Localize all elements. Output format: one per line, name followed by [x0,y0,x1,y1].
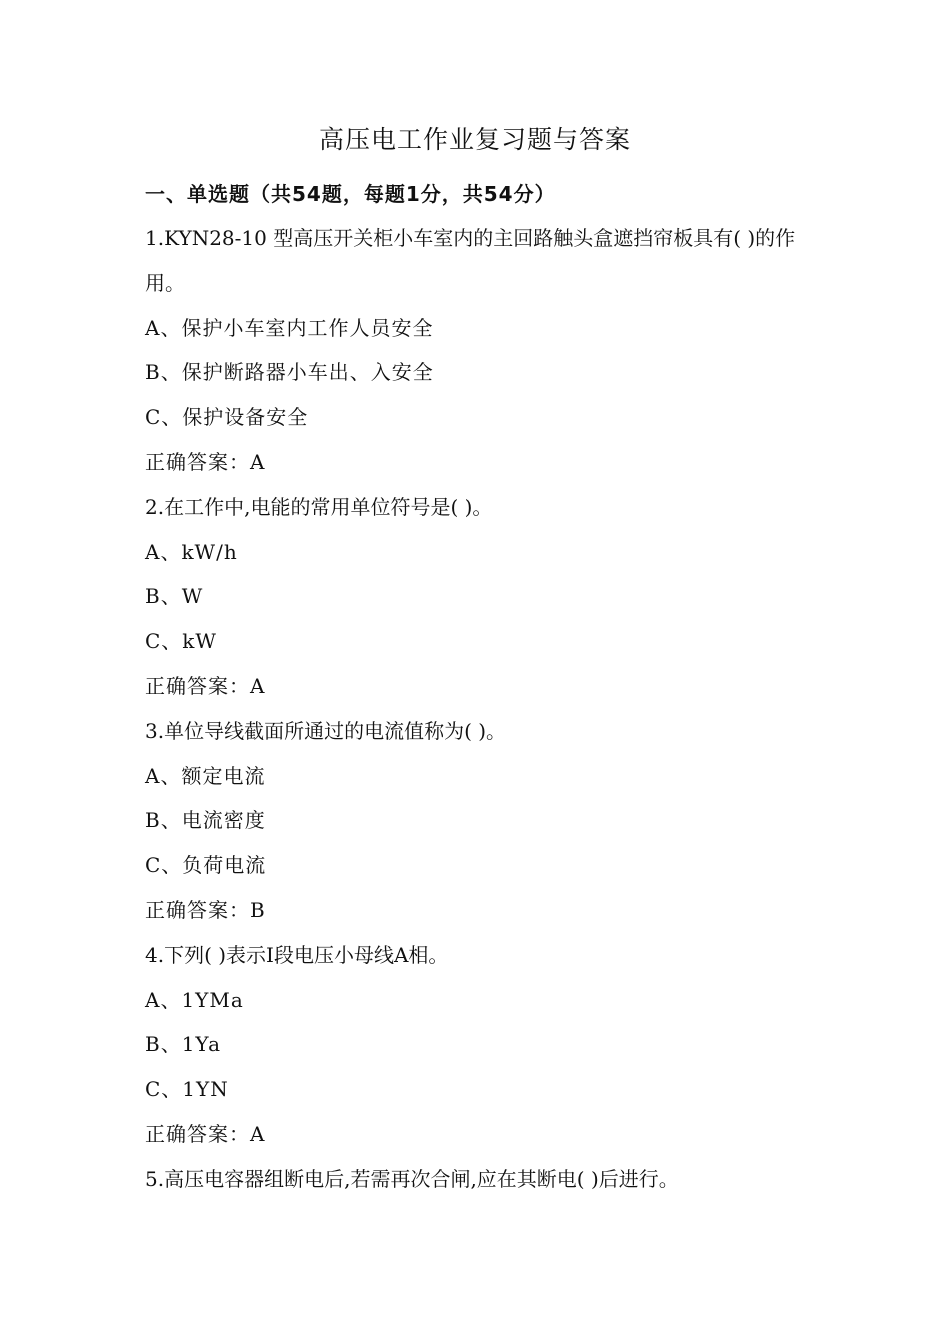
document-content [145,172,825,1202]
correct-answer: 正确答案：A [145,1121,266,1146]
question-text: 3.单位导线截面所通过的电流值称为( )。 [145,718,507,743]
option-b: B、W [145,584,204,609]
option-a: A、保护小车室内工作人员安全 [145,315,434,340]
option-c: C、1YN [145,1077,229,1102]
question-block [145,933,825,1157]
correct-answer: 正确答案：B [145,897,266,922]
question-text: 1.KYN28-10 型高压开关柜小车室内的主回路触头盒遮挡帘板具有( )的作用。 [145,226,796,295]
question-block [145,1157,825,1202]
option-c: C、kW [145,629,217,654]
option-c: C、保护设备安全 [145,405,309,430]
question-text: 2.在工作中,电能的常用单位符号是( )。 [145,494,493,519]
option-b: B、1Ya [145,1032,221,1057]
option-a: A、额定电流 [145,763,266,788]
option-a: A、1YMa [145,987,244,1012]
question-text: 5.高压电容器组断电后,若需再次合闸,应在其断电( )后进行。 [145,1166,679,1191]
document-title: 高压电工作业复习题与答案 [318,125,631,154]
question-block [145,709,825,933]
section-heading: 一、单选题（共54题，每题1分，共54分） [145,182,556,206]
correct-answer: 正确答案：A [145,449,266,474]
option-c: C、负荷电流 [145,853,267,878]
correct-answer: 正确答案：A [145,673,266,698]
option-a: A、kW/h [145,539,238,564]
question-text: 4.下列( )表示Ⅰ段电压小母线A相。 [145,942,449,967]
option-b: B、保护断路器小车出、入安全 [145,360,434,385]
question-block [145,216,825,485]
option-b: B、电流密度 [145,808,266,833]
question-block [145,485,825,709]
